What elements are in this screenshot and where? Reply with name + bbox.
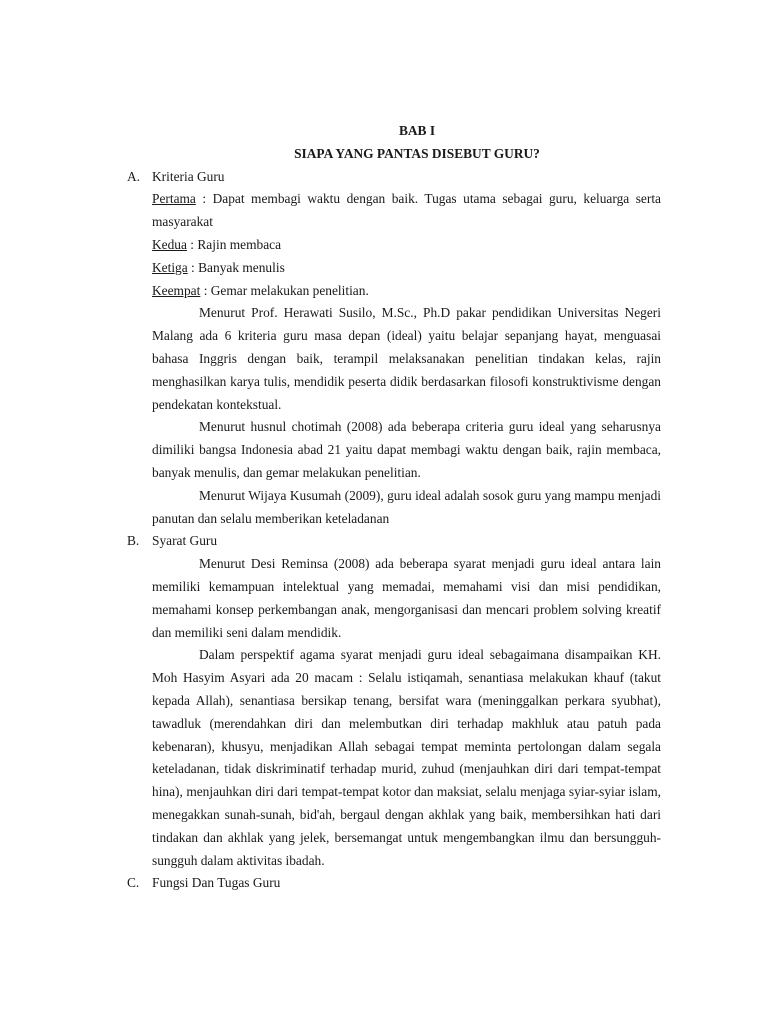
body-paragraph: Dalam perspektif agama syarat menjadi guru ideal sebagaimana disampaikan KH. Moh Hasyim Asyari ada 20 macam : Selalu istiqamah, senantiasa melakukan khauf (takut kepada Allah), senantiasa bersikap tenang, bersifat wara (meninggalkan perkara syubhat), tawadluk (merendahkan diri dan melembutkan diri terhadap makhluk atau patuh pada kebenaran), khusyu, menjadikan Allah sebagai tempat meminta pertolongan dalam segala keteladanan, tidak diskriminatif terhadap murid, zuhud (menjauhkan diri dari tempat-tempat hina), menjauhkan diri dari tempat-tempat kotor dan maksiat, selalu menjaga syiar-syiar islam, menegakkan sunah-sunah, bid'ah, bergaul dengan akhlak yang baik, membersihkan hati dari tindakan dan akhlak yang jelek, bersemangat untuk mengembangkan ilmu dan bersungguh-sungguh dalam aktivitas ibadah. <box>152 647 661 868</box>
section-syarat-guru <box>127 530 661 872</box>
criterion-separator: : <box>186 236 198 252</box>
section-kriteria-guru <box>127 166 661 531</box>
criterion-separator: : <box>200 282 211 298</box>
chapter-title: SIAPA YANG PANTAS DISEBUT GURU? <box>294 145 540 161</box>
section-letter: C. <box>127 875 140 891</box>
section-heading <box>127 530 661 553</box>
section-heading <box>127 872 661 895</box>
criterion-label: Keempat <box>152 282 201 298</box>
criterion-separator: : <box>195 191 213 207</box>
criterion-item <box>152 188 661 234</box>
criterion-text: Rajin membaca <box>197 236 282 252</box>
body-paragraph: Menurut Wijaya Kusumah (2009), guru ideal adalah sosok guru yang mampu menjadi panutan dan selalu memberikan keteladanan <box>152 487 661 526</box>
criterion-separator: : <box>187 259 199 275</box>
chapter-number: BAB I <box>398 123 436 138</box>
body-paragraph: Menurut Prof. Herawati Susilo, M.Sc., Ph.D pakar pendidikan Universitas Negeri Malang ada 6 kriteria guru masa depan (ideal) yaitu belajar sepanjang hayat, menguasai bahasa Inggris dengan baik, terampil melaksanakan penelitian tindakan kelas, rajin menghasilkan karya tulis, mendidik peserta didik berdasarkan filosofi konstruktivisme dengan pendekatan kontekstual. <box>152 305 661 412</box>
criterion-text: Gemar melakukan penelitian. <box>210 282 369 298</box>
page-content <box>127 120 661 895</box>
section-body <box>152 188 661 530</box>
criterion-text: Banyak menulis <box>198 259 285 275</box>
section-title: Syarat Guru <box>152 533 218 549</box>
criterion-label: Pertama <box>152 191 196 207</box>
body-paragraph: Menurut husnul chotimah (2008) ada beberapa criteria guru ideal yang seharusnya dimiliki bangsa Indonesia abad 21 yaitu dapat membagi waktu dengan baik, rajin membaca, banyak menulis, dan gemar melakukan penelitian. <box>152 419 661 480</box>
criterion-item <box>152 280 661 303</box>
section-title: Kriteria Guru <box>152 168 225 184</box>
section-body <box>152 553 661 872</box>
criterion-label: Ketiga <box>152 259 188 275</box>
section-heading <box>127 166 661 189</box>
body-paragraph: Menurut Desi Reminsa (2008) ada beberapa syarat menjadi guru ideal antara lain memiliki kemampuan intelektual yang memadai, memahami visi dan misi pendidikan, memahami konsep perkembangan anak, mengorganisasi dan mencari problem solving kreatif dan memiliki seni dalam mendidik. <box>152 556 661 640</box>
section-letter: B. <box>127 533 140 549</box>
section-title: Fungsi Dan Tugas Guru <box>152 875 281 891</box>
section-letter: A. <box>127 168 141 184</box>
criterion-text: Dapat membagi waktu dengan baik. Tugas utama sebagai guru, keluarga serta masyarakat <box>152 191 661 230</box>
criterion-item <box>152 257 661 280</box>
section-fungsi-tugas-guru <box>127 872 661 895</box>
criterion-label: Kedua <box>152 236 187 252</box>
criterion-item <box>152 234 661 257</box>
